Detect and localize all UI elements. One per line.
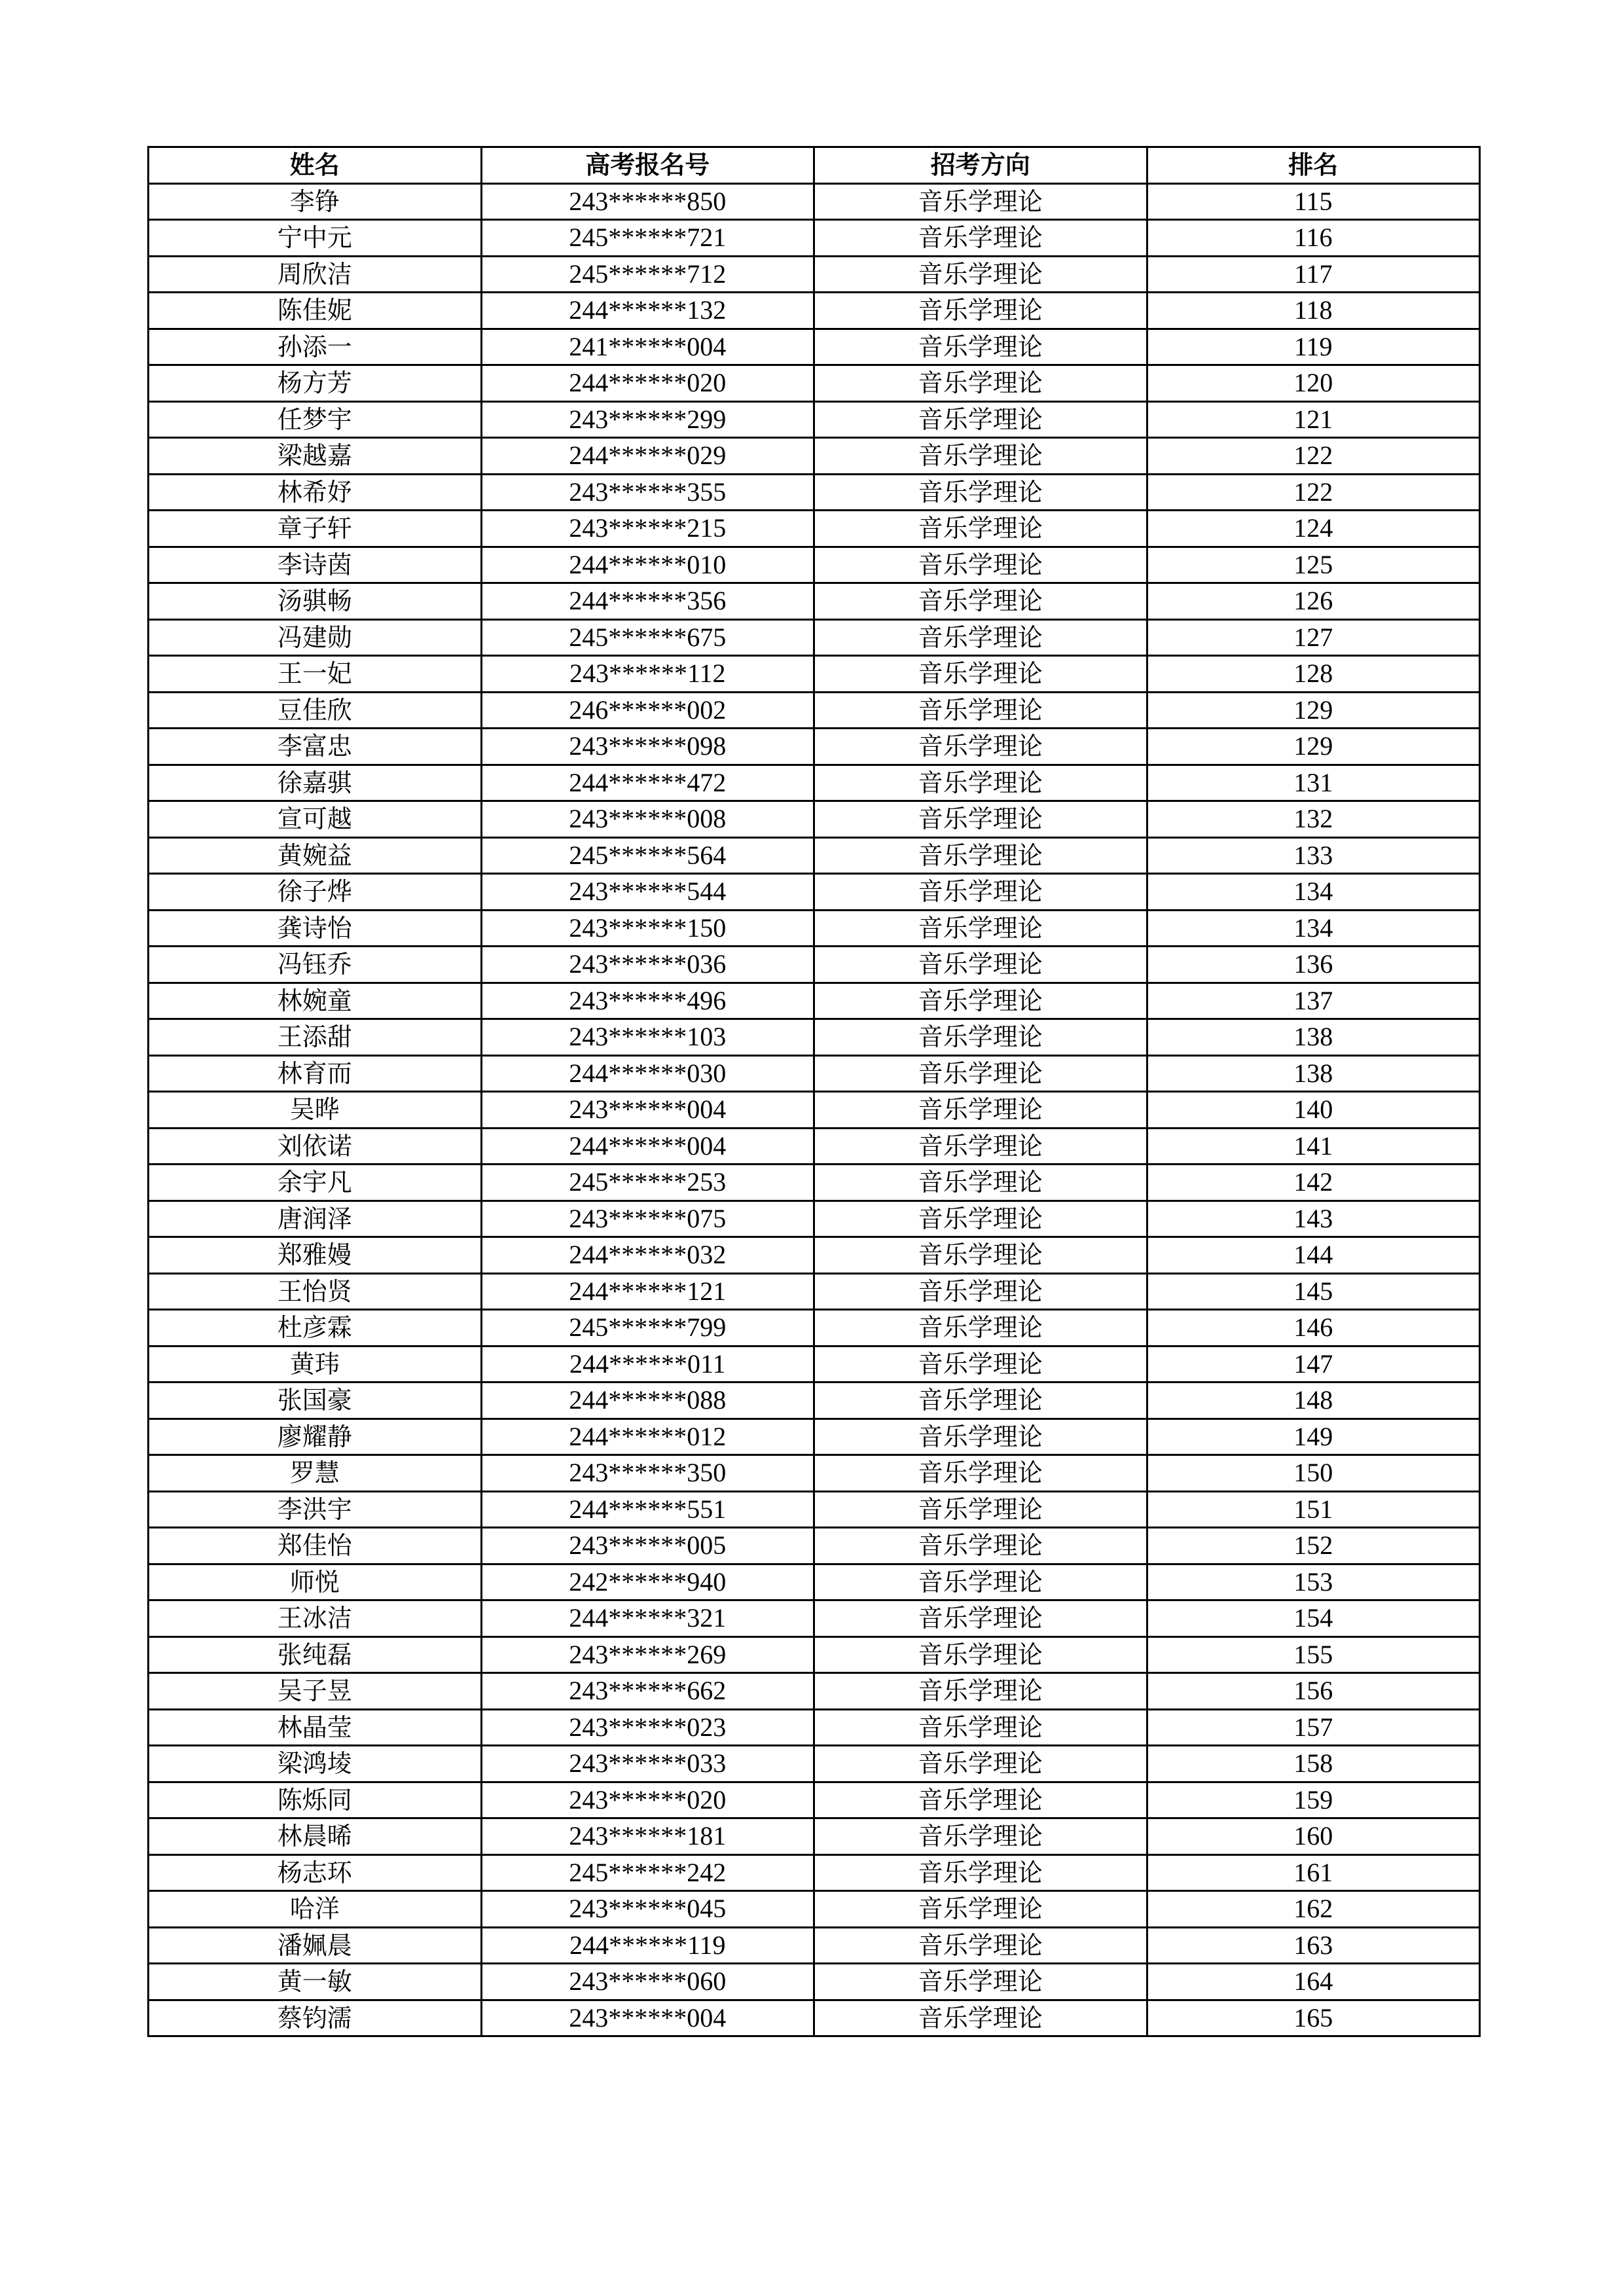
cell-rank: 144 [1147,1237,1480,1274]
cell-direction: 音乐学理论 [814,583,1147,620]
cell-registration-number: 243******020 [481,1782,814,1818]
cell-direction: 音乐学理论 [814,692,1147,729]
cell-name: 梁越嘉 [149,438,482,475]
cell-name: 林婉童 [149,983,482,1019]
cell-registration-number: 245******721 [481,220,814,257]
table-row [149,1564,1480,1600]
cell-registration-number: 244******472 [481,765,814,801]
cell-direction: 音乐学理论 [814,365,1147,402]
cell-registration-number: 244******029 [481,438,814,475]
cell-rank: 158 [1147,1746,1480,1782]
cell-rank: 141 [1147,1128,1480,1165]
table-row [149,1673,1480,1710]
cell-name: 李洪宇 [149,1491,482,1528]
cell-name: 李诗茵 [149,547,482,583]
cell-rank: 165 [1147,2000,1480,2036]
table-row [149,438,1480,475]
table-row [149,583,1480,620]
cell-rank: 133 [1147,837,1480,874]
cell-registration-number: 243******004 [481,1092,814,1129]
table-row [149,983,1480,1019]
table-header [149,147,1480,184]
table-row [149,329,1480,365]
cell-name: 哈洋 [149,1891,482,1928]
cell-name: 冯建勋 [149,619,482,656]
cell-rank: 156 [1147,1673,1480,1710]
table-row [149,365,1480,402]
ranking-table [147,146,1481,2037]
cell-rank: 151 [1147,1491,1480,1528]
column-header-registration-number: 高考报名号 [481,147,814,184]
table-row [149,1346,1480,1382]
table-row [149,1491,1480,1528]
table-row [149,1019,1480,1056]
cell-registration-number: 245******253 [481,1165,814,1201]
table-row [149,692,1480,729]
cell-name: 刘依诺 [149,1128,482,1165]
cell-rank: 149 [1147,1419,1480,1455]
cell-direction: 音乐学理论 [814,1346,1147,1382]
cell-direction: 音乐学理论 [814,1709,1147,1746]
cell-registration-number: 243******299 [481,401,814,438]
cell-direction: 音乐学理论 [814,220,1147,257]
cell-name: 林希妤 [149,474,482,511]
cell-name: 梁鸿堎 [149,1746,482,1782]
table-row [149,1891,1480,1928]
cell-name: 徐嘉骐 [149,765,482,801]
table-body [149,183,1480,2036]
cell-registration-number: 243******215 [481,511,814,547]
header-row [149,147,1480,184]
table-row [149,547,1480,583]
cell-name: 宁中元 [149,220,482,257]
cell-name: 吴子昱 [149,1673,482,1710]
cell-direction: 音乐学理论 [814,1491,1147,1528]
cell-rank: 160 [1147,1818,1480,1855]
cell-direction: 音乐学理论 [814,1564,1147,1600]
cell-direction: 音乐学理论 [814,729,1147,765]
table-row [149,1927,1480,1964]
cell-direction: 音乐学理论 [814,1636,1147,1673]
table-row [149,1310,1480,1346]
cell-rank: 155 [1147,1636,1480,1673]
cell-direction: 音乐学理论 [814,1055,1147,1092]
cell-direction: 音乐学理论 [814,983,1147,1019]
cell-direction: 音乐学理论 [814,1891,1147,1928]
cell-rank: 148 [1147,1382,1480,1419]
cell-name: 王怡贤 [149,1273,482,1310]
cell-registration-number: 243******112 [481,656,814,693]
cell-direction: 音乐学理论 [814,1419,1147,1455]
cell-name: 龚诗怡 [149,910,482,947]
cell-name: 潘姵晨 [149,1927,482,1964]
cell-rank: 120 [1147,365,1480,402]
cell-registration-number: 241******004 [481,329,814,365]
table-row [149,1636,1480,1673]
cell-name: 任梦宇 [149,401,482,438]
cell-direction: 音乐学理论 [814,1782,1147,1818]
cell-direction: 音乐学理论 [814,1673,1147,1710]
cell-rank: 124 [1147,511,1480,547]
table-row [149,401,1480,438]
cell-direction: 音乐学理论 [814,1310,1147,1346]
cell-registration-number: 244******010 [481,547,814,583]
cell-rank: 115 [1147,183,1480,220]
cell-direction: 音乐学理论 [814,801,1147,838]
cell-registration-number: 243******023 [481,1709,814,1746]
cell-name: 郑佳怡 [149,1528,482,1564]
table-row [149,1382,1480,1419]
table-row [149,1419,1480,1455]
cell-rank: 134 [1147,910,1480,947]
cell-direction: 音乐学理论 [814,765,1147,801]
cell-name: 豆佳欣 [149,692,482,729]
cell-name: 徐子烨 [149,874,482,911]
cell-direction: 音乐学理论 [814,1818,1147,1855]
cell-name: 黄婉益 [149,837,482,874]
cell-name: 王冰洁 [149,1600,482,1637]
cell-direction: 音乐学理论 [814,1528,1147,1564]
cell-rank: 157 [1147,1709,1480,1746]
cell-name: 周欣洁 [149,256,482,293]
cell-name: 章子轩 [149,511,482,547]
cell-registration-number: 244******119 [481,1927,814,1964]
table-row [149,1964,1480,2000]
cell-registration-number: 244******551 [481,1491,814,1528]
cell-name: 吴晔 [149,1092,482,1129]
cell-registration-number: 243******181 [481,1818,814,1855]
table-row [149,256,1480,293]
cell-name: 蔡钧濡 [149,2000,482,2036]
cell-registration-number: 243******005 [481,1528,814,1564]
table-row [149,220,1480,257]
cell-direction: 音乐学理论 [814,1927,1147,1964]
cell-registration-number: 244******011 [481,1346,814,1382]
cell-registration-number: 243******008 [481,801,814,838]
table-row [149,656,1480,693]
cell-name: 陈烁同 [149,1782,482,1818]
table-row [149,1528,1480,1564]
cell-direction: 音乐学理论 [814,474,1147,511]
cell-registration-number: 243******350 [481,1455,814,1492]
cell-rank: 126 [1147,583,1480,620]
cell-rank: 137 [1147,983,1480,1019]
cell-direction: 音乐学理论 [814,1273,1147,1310]
cell-name: 郑雅嫚 [149,1237,482,1274]
cell-registration-number: 243******004 [481,2000,814,2036]
cell-registration-number: 245******712 [481,256,814,293]
cell-registration-number: 242******940 [481,1564,814,1600]
table-row [149,1818,1480,1855]
table-row [149,1455,1480,1492]
cell-direction: 音乐学理论 [814,256,1147,293]
cell-rank: 147 [1147,1346,1480,1382]
table-row [149,765,1480,801]
cell-direction: 音乐学理论 [814,1382,1147,1419]
cell-registration-number: 243******060 [481,1964,814,2000]
cell-name: 王添甜 [149,1019,482,1056]
cell-direction: 音乐学理论 [814,183,1147,220]
cell-registration-number: 244******132 [481,293,814,329]
cell-registration-number: 243******098 [481,729,814,765]
cell-direction: 音乐学理论 [814,511,1147,547]
table-row [149,1600,1480,1637]
cell-rank: 152 [1147,1528,1480,1564]
cell-direction: 音乐学理论 [814,2000,1147,2036]
cell-registration-number: 243******850 [481,183,814,220]
cell-name: 林晶莹 [149,1709,482,1746]
table-row [149,293,1480,329]
cell-rank: 134 [1147,874,1480,911]
cell-rank: 138 [1147,1055,1480,1092]
cell-direction: 音乐学理论 [814,1455,1147,1492]
table-row [149,1746,1480,1782]
cell-registration-number: 244******088 [481,1382,814,1419]
cell-rank: 154 [1147,1600,1480,1637]
cell-rank: 163 [1147,1927,1480,1964]
column-header-rank: 排名 [1147,147,1480,184]
cell-rank: 142 [1147,1165,1480,1201]
cell-name: 黄玮 [149,1346,482,1382]
cell-registration-number: 243******544 [481,874,814,911]
cell-direction: 音乐学理论 [814,1854,1147,1891]
cell-registration-number: 245******564 [481,837,814,874]
cell-direction: 音乐学理论 [814,837,1147,874]
cell-name: 宣可越 [149,801,482,838]
cell-name: 杜彦霖 [149,1310,482,1346]
cell-rank: 136 [1147,947,1480,983]
table-row [149,619,1480,656]
table-row [149,1055,1480,1092]
cell-registration-number: 243******150 [481,910,814,947]
table-row [149,1273,1480,1310]
table-row [149,910,1480,947]
cell-direction: 音乐学理论 [814,910,1147,947]
table-row [149,474,1480,511]
table-row [149,947,1480,983]
cell-name: 罗慧 [149,1455,482,1492]
table-row [149,874,1480,911]
cell-registration-number: 243******496 [481,983,814,1019]
cell-rank: 122 [1147,474,1480,511]
cell-rank: 145 [1147,1273,1480,1310]
table-row [149,2000,1480,2036]
cell-registration-number: 243******036 [481,947,814,983]
cell-name: 林育而 [149,1055,482,1092]
cell-rank: 121 [1147,401,1480,438]
cell-name: 李铮 [149,183,482,220]
cell-rank: 164 [1147,1964,1480,2000]
cell-direction: 音乐学理论 [814,874,1147,911]
cell-rank: 143 [1147,1201,1480,1237]
table-row [149,1854,1480,1891]
cell-direction: 音乐学理论 [814,1600,1147,1637]
cell-name: 张纯磊 [149,1636,482,1673]
table-row [149,1201,1480,1237]
cell-name: 陈佳妮 [149,293,482,329]
cell-registration-number: 243******103 [481,1019,814,1056]
cell-rank: 161 [1147,1854,1480,1891]
cell-direction: 音乐学理论 [814,619,1147,656]
table-row [149,837,1480,874]
table-row [149,511,1480,547]
table-row [149,729,1480,765]
cell-registration-number: 244******032 [481,1237,814,1274]
cell-direction: 音乐学理论 [814,947,1147,983]
cell-rank: 159 [1147,1782,1480,1818]
cell-rank: 125 [1147,547,1480,583]
cell-registration-number: 244******321 [481,1600,814,1637]
cell-direction: 音乐学理论 [814,1019,1147,1056]
cell-name: 张国豪 [149,1382,482,1419]
cell-registration-number: 244******030 [481,1055,814,1092]
cell-rank: 117 [1147,256,1480,293]
cell-direction: 音乐学理论 [814,1746,1147,1782]
cell-rank: 140 [1147,1092,1480,1129]
cell-name: 冯钰乔 [149,947,482,983]
cell-name: 汤骐畅 [149,583,482,620]
cell-name: 王一妃 [149,656,482,693]
cell-registration-number: 244******356 [481,583,814,620]
table-row [149,1165,1480,1201]
cell-rank: 153 [1147,1564,1480,1600]
table-row [149,1709,1480,1746]
cell-rank: 129 [1147,692,1480,729]
cell-name: 黄一敏 [149,1964,482,2000]
cell-rank: 138 [1147,1019,1480,1056]
cell-name: 杨方芳 [149,365,482,402]
cell-name: 唐润泽 [149,1201,482,1237]
cell-registration-number: 243******269 [481,1636,814,1673]
cell-rank: 131 [1147,765,1480,801]
cell-rank: 118 [1147,293,1480,329]
cell-rank: 132 [1147,801,1480,838]
cell-name: 廖耀静 [149,1419,482,1455]
cell-registration-number: 243******045 [481,1891,814,1928]
cell-direction: 音乐学理论 [814,1237,1147,1274]
column-header-name: 姓名 [149,147,482,184]
cell-direction: 音乐学理论 [814,656,1147,693]
cell-direction: 音乐学理论 [814,1165,1147,1201]
cell-registration-number: 244******012 [481,1419,814,1455]
cell-registration-number: 243******355 [481,474,814,511]
cell-registration-number: 246******002 [481,692,814,729]
cell-registration-number: 244******020 [481,365,814,402]
cell-direction: 音乐学理论 [814,1201,1147,1237]
cell-rank: 122 [1147,438,1480,475]
cell-registration-number: 244******004 [481,1128,814,1165]
table-row [149,183,1480,220]
table-row [149,1128,1480,1165]
cell-rank: 150 [1147,1455,1480,1492]
cell-direction: 音乐学理论 [814,329,1147,365]
table-row [149,1237,1480,1274]
cell-direction: 音乐学理论 [814,1092,1147,1129]
cell-direction: 音乐学理论 [814,401,1147,438]
cell-name: 师悦 [149,1564,482,1600]
cell-name: 杨志环 [149,1854,482,1891]
cell-rank: 162 [1147,1891,1480,1928]
table-row [149,1782,1480,1818]
cell-registration-number: 245******242 [481,1854,814,1891]
cell-rank: 127 [1147,619,1480,656]
cell-direction: 音乐学理论 [814,1128,1147,1165]
cell-name: 孙添一 [149,329,482,365]
cell-registration-number: 243******033 [481,1746,814,1782]
cell-registration-number: 244******121 [481,1273,814,1310]
cell-registration-number: 245******675 [481,619,814,656]
cell-rank: 119 [1147,329,1480,365]
cell-direction: 音乐学理论 [814,547,1147,583]
cell-direction: 音乐学理论 [814,293,1147,329]
table-row [149,1092,1480,1129]
cell-name: 余宇凡 [149,1165,482,1201]
cell-name: 李富忠 [149,729,482,765]
cell-direction: 音乐学理论 [814,1964,1147,2000]
column-header-direction: 招考方向 [814,147,1147,184]
cell-rank: 128 [1147,656,1480,693]
cell-registration-number: 243******662 [481,1673,814,1710]
table-row [149,801,1480,838]
cell-rank: 116 [1147,220,1480,257]
cell-registration-number: 245******799 [481,1310,814,1346]
cell-registration-number: 243******075 [481,1201,814,1237]
cell-direction: 音乐学理论 [814,438,1147,475]
cell-rank: 146 [1147,1310,1480,1346]
cell-name: 林晨晞 [149,1818,482,1855]
cell-rank: 129 [1147,729,1480,765]
